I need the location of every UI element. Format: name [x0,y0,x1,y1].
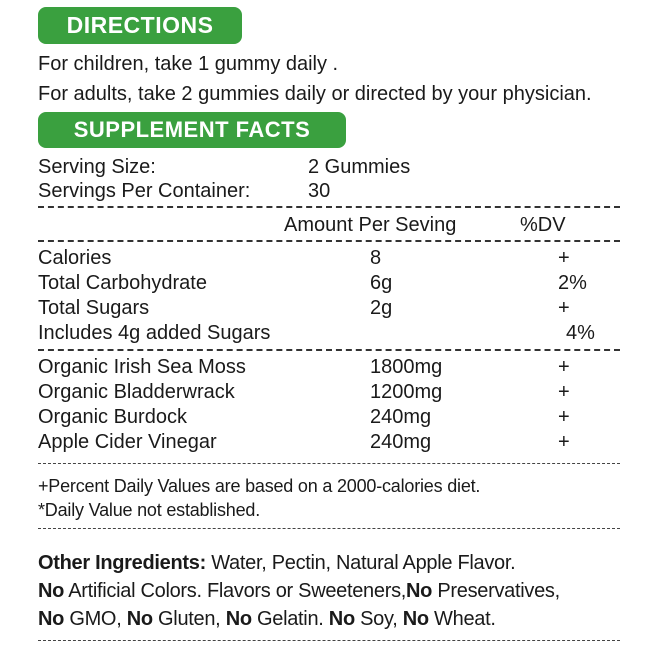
ingredient-name: Apple Cider Vinegar [38,431,217,453]
column-header-amount: Amount Per Seving [284,214,457,236]
no-label: No [38,580,65,602]
gluten-text: Gluten, [152,608,226,630]
nutrient-name: Total Sugars [38,297,150,319]
servings-per-container-label: Servings Per Container: [38,180,251,202]
no-label: No [328,608,355,630]
column-header-dv: %DV [520,214,566,236]
artificial-text: Artificial Colors. Flavors or Sweeteners, [64,580,407,602]
gmo-text: GMO, [64,608,127,630]
apple-word: Apple [402,552,453,574]
nutrient-dv: 4% [566,322,595,344]
no-label: No [402,608,429,630]
directions-children: For children, take 1 gummy daily . [38,53,339,75]
ingredient-dv: + [558,381,570,403]
directions-adults: For adults, take 2 gummies daily or directed by your physician. [38,83,592,105]
no-label: No [38,608,65,630]
other-ingredients-text: Water, Pectin, Natural [205,552,403,574]
preservatives-text: Preservatives, [432,580,560,602]
flavor-text: Flavor. [452,552,516,574]
nutrient-amount: 8 [370,247,382,269]
ingredient-amount: 1200mg [370,381,443,403]
ingredient-amount: 240mg [370,406,432,428]
ingredient-dv: + [558,406,570,428]
no-label: No [406,580,433,602]
divider [38,528,620,529]
nutrient-name: Calories [38,247,112,269]
ingredient-amount: 240mg [370,431,432,453]
nutrient-name: Total Carbohydrate [38,272,207,294]
nutrient-amount: 2g [370,297,393,319]
gelatin-text: Gelatin. [251,608,329,630]
exclusions-line [38,580,560,603]
wheat-text: Wheat. [428,608,496,630]
nutrient-name: Includes 4g added Sugars [38,322,271,344]
nutrient-dv: 2% [558,272,587,294]
no-label: No [126,608,153,630]
nutrient-amount: 6g [370,272,393,294]
serving-size-value: 2 Gummies [308,156,411,178]
directions-header: DIRECTIONS [38,7,242,44]
daily-value-note: +Percent Daily Values are based on a 2000-calories diet. [38,476,481,496]
free-from-line [38,608,496,631]
divider [38,349,620,351]
supplement-facts-header: SUPPLEMENT FACTS [38,112,346,148]
ingredient-amount: 1800mg [370,356,443,378]
not-established-note: *Daily Value not established. [38,500,261,520]
ingredient-name: Organic Bladderwrack [38,381,235,403]
divider [38,206,620,208]
divider [38,240,620,242]
divider [38,640,620,641]
servings-per-container-value: 30 [308,180,331,202]
nutrient-dv: + [558,297,570,319]
other-ingredients-line [38,552,515,575]
no-label: No [225,608,252,630]
ingredient-dv: + [558,356,570,378]
ingredient-dv: + [558,431,570,453]
nutrient-dv: + [558,247,570,269]
other-ingredients-label: Other Ingredients: [38,552,206,574]
ingredient-name: Organic Irish Sea Moss [38,356,246,378]
serving-size-label: Serving Size: [38,156,156,178]
divider [38,463,620,464]
ingredient-name: Organic Burdock [38,406,187,428]
soy-text: Soy, [354,608,403,630]
